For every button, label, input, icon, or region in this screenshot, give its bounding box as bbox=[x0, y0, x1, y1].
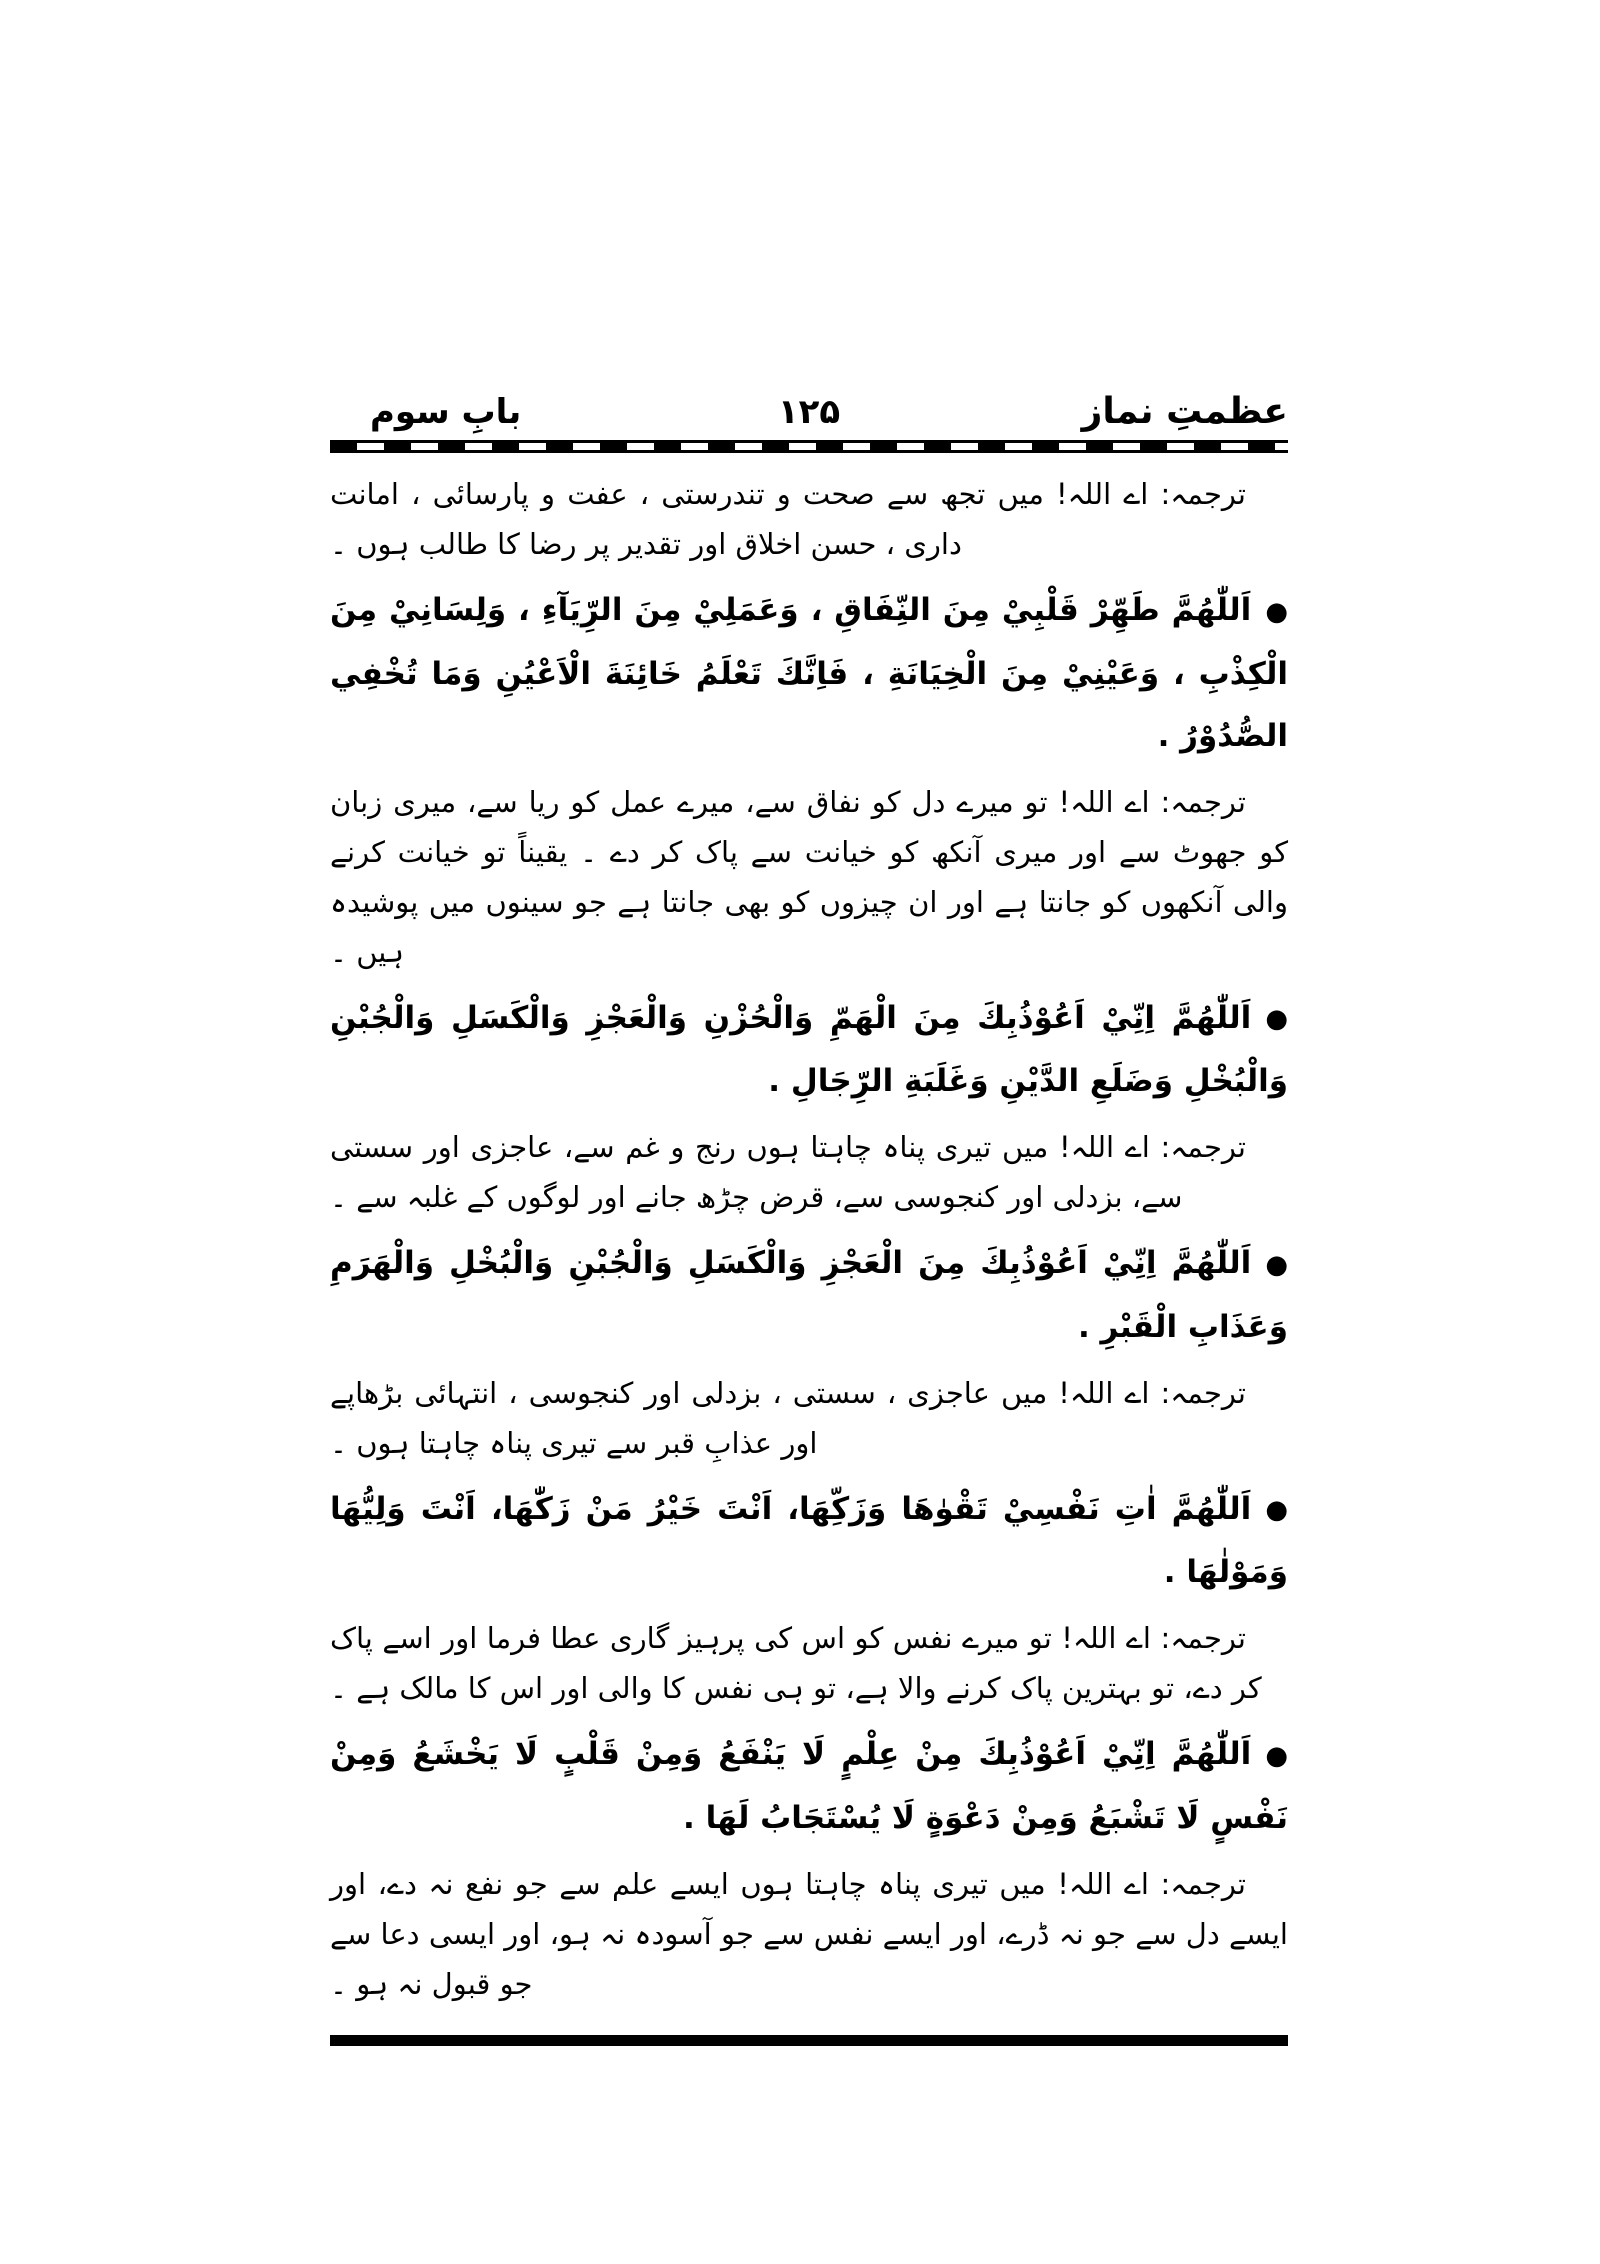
dua-paragraph bbox=[330, 1232, 1288, 1358]
page-column bbox=[330, 380, 1288, 2046]
page-header bbox=[330, 380, 1288, 432]
bullet-icon: ● bbox=[1265, 596, 1288, 627]
footer-rule bbox=[330, 2035, 1288, 2046]
header-chapter-title: بابِ سوم bbox=[370, 392, 522, 432]
bullet-icon: ● bbox=[1265, 1740, 1288, 1771]
header-page-number: ۱۲۵ bbox=[777, 392, 841, 432]
translation-paragraph: ترجمہ: اے اللہ! تو میرے نفس کو اس کی پرہیز گاری عطا فرما اور اسے پاک کر دے، تو بہترین پاک کرنے والا ہے، تو ہی نفس کا والی اور اس کا مالک ہے ۔ bbox=[330, 1621, 1262, 1705]
dua-text: اَللّٰهُمَّ طَهِّرْ قَلْبِيْ مِنَ النِّفَاقِ ، وَعَمَلِيْ مِنَ الرِّيَآءِ ، وَلِسَانِيْ مِنَ الْكِذْبِ ، وَعَيْنِيْ مِنَ الْخِيَانَةِ ، فَاِنَّكَ تَعْلَمُ خَائِنَةَ الْاَعْيُنِ وَمَا تُخْفِي الصُّدُوْرُ . bbox=[330, 592, 1288, 754]
translation-paragraph: ترجمہ: اے اللہ! تو میرے دل کو نفاق سے، میرے عمل کو ریا سے، میری زبان کو جھوٹ سے اور میری آنکھ کو خیانت سے پاک کر دے ۔ یقیناً تو خیانت کرنے والی آنکھوں کو جانتا ہے اور ان چیزوں کو بھی جانتا ہے جو سینوں میں پوشیدہ ہیں ۔ bbox=[330, 784, 1288, 969]
header-book-title: عظمتِ نماز bbox=[1081, 391, 1288, 432]
dua-paragraph bbox=[330, 1723, 1288, 1849]
bullet-icon: ● bbox=[1265, 1004, 1288, 1034]
bullet-icon: ● bbox=[1265, 1249, 1288, 1280]
translation-paragraph: ترجمہ: اے اللہ! میں تجھ سے صحت و تندرستی ، عفت و پارسائی ، امانت داری ، حسن اخلاق اور تقدیر پر رضا کا طالب ہوں ۔ bbox=[330, 477, 1246, 561]
dua-text: اَللّٰهُمَّ اِنِّيْ اَعُوْذُبِكَ مِنَ الْعَجْزِ وَالْكَسَلِ وَالْجُبْنِ وَالْبُخْلِ وَالْهَرَمِ وَعَذَابِ الْقَبْرِ . bbox=[330, 1245, 1288, 1345]
translation-paragraph: ترجمہ: اے اللہ! میں عاجزی ، سستی ، بزدلی اور کنجوسی ، انتہائی بڑھاپے اور عذابِ قبر سے تیری پناہ چاہتا ہوں ۔ bbox=[330, 1375, 1246, 1460]
dua-text: اَللّٰهُمَّ اٰتِ نَفْسِيْ تَقْوٰهَا وَزَكِّهَا، اَنْتَ خَيْرُ مَنْ زَكّٰهَا، اَنْتَ وَلِيُّهَا وَمَوْلٰهَا . bbox=[330, 1490, 1288, 1590]
dua-text: اَللّٰهُمَّ اِنِّيْ اَعُوْذُبِكَ مِنَ الْهَمِّ وَالْحُزْنِ وَالْعَجْزِ وَالْكَسَلِ وَالْجُبْنِ وَالْبُخْلِ وَضَلَعِ الدَّيْنِ وَغَلَبَةِ الرِّجَالِ . bbox=[330, 999, 1288, 1099]
dua-paragraph bbox=[330, 987, 1288, 1113]
dua-paragraph bbox=[330, 1478, 1288, 1604]
dua-text: اَللّٰهُمَّ اِنِّيْ اَعُوْذُبِكَ مِنْ عِلْمٍ لَا يَنْفَعُ وَمِنْ قَلْبٍ لَا يَخْشَعُ وَمِنْ نَفْسٍ لَا تَشْبَعُ وَمِنْ دَعْوَةٍ لَا يُسْتَجَابُ لَهَا . bbox=[330, 1736, 1288, 1836]
translation-paragraph: ترجمہ: اے اللہ! میں تیری پناہ چاہتا ہوں رنج و غم سے، عاجزی اور سستی سے، بزدلی اور کنجوسی سے، قرض چڑھ جانے اور لوگوں کے غلبہ سے ۔ bbox=[330, 1130, 1246, 1214]
dua-paragraph bbox=[330, 579, 1288, 767]
header-dashed-rule bbox=[330, 440, 1288, 453]
translation-paragraph: ترجمہ: اے اللہ! میں تیری پناہ چاہتا ہوں ایسے علم سے جو نفع نہ دے، اور ایسے دل سے جو نہ ڈرے، اور ایسے نفس سے جو آسودہ نہ ہو، اور ایسی دعا سے جو قبول نہ ہو ۔ bbox=[330, 1866, 1288, 2001]
bullet-icon: ● bbox=[1265, 1495, 1288, 1525]
page-body bbox=[330, 469, 1288, 2009]
